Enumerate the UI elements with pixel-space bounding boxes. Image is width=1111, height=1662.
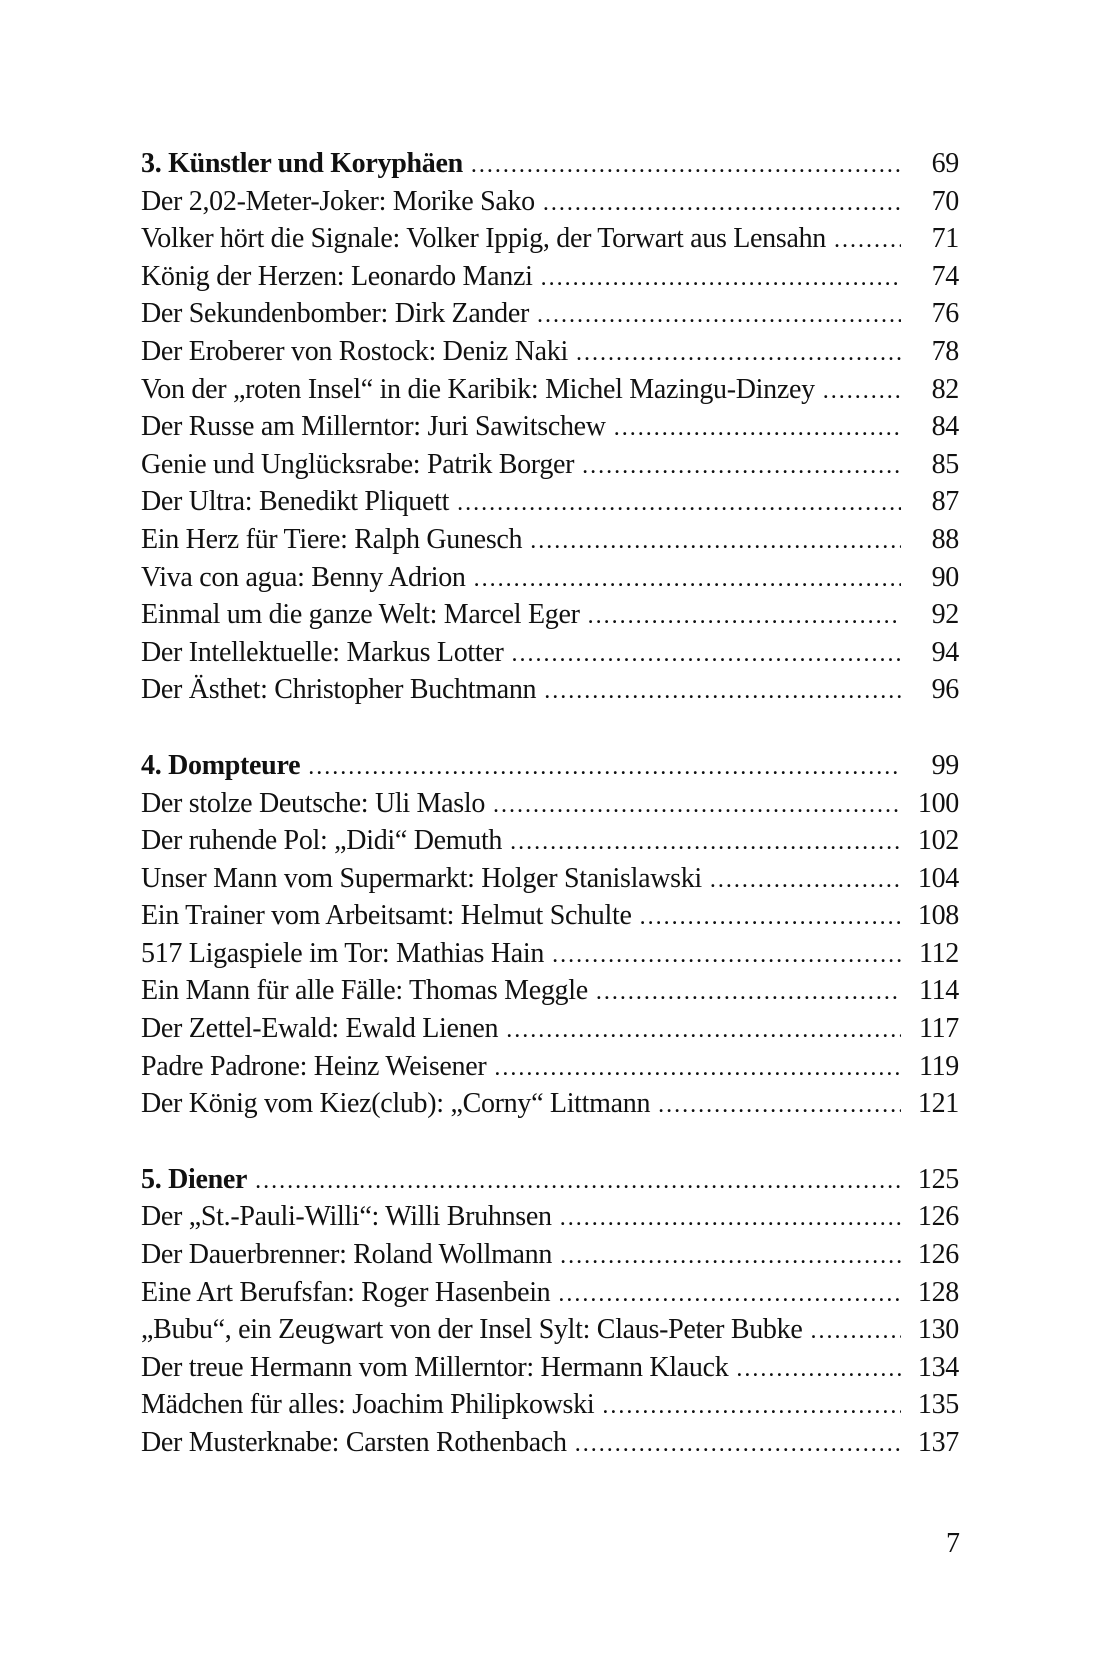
entry-page: 84 xyxy=(931,411,959,443)
toc-entry xyxy=(141,1424,959,1462)
entry-title: 517 Ligaspiele im Tor: Mathias Hain xyxy=(141,937,545,969)
dot-leader xyxy=(494,1050,901,1088)
toc-entry xyxy=(141,1048,959,1086)
entry-title: Ein Mann für alle Fälle: Thomas Meggle xyxy=(141,975,588,1007)
entry-page: 117 xyxy=(918,1013,959,1045)
dot-leader xyxy=(510,824,901,862)
toc-entry xyxy=(141,483,959,521)
entry-page: 71 xyxy=(931,223,959,255)
table-of-contents xyxy=(141,145,959,1462)
entry-page: 82 xyxy=(931,373,959,405)
entry-title: Der Ultra: Benedikt Pliquett xyxy=(141,486,450,518)
dot-leader xyxy=(543,185,901,223)
dot-leader xyxy=(640,899,901,937)
toc-entry xyxy=(141,822,959,860)
entry-title: Einmal um die ganze Welt: Marcel Eger xyxy=(141,599,580,631)
dot-leader xyxy=(255,1163,901,1201)
page-number: 7 xyxy=(946,1528,960,1559)
entry-title: König der Herzen: Leonardo Manzi xyxy=(141,260,533,292)
entry-title: Der „St.-Pauli-Willi“: Willi Bruhnsen xyxy=(141,1201,552,1233)
section-heading-page: 125 xyxy=(917,1163,959,1195)
entry-page: 126 xyxy=(917,1239,959,1271)
entry-title: Ein Trainer vom Arbeitsamt: Helmut Schulte xyxy=(141,900,632,932)
dot-leader xyxy=(537,297,901,335)
toc-entry xyxy=(141,446,959,484)
entry-page: 85 xyxy=(931,448,959,480)
entry-page: 112 xyxy=(918,937,959,969)
toc-entry xyxy=(141,1236,959,1274)
entry-title: Der Sekundenbomber: Dirk Zander xyxy=(141,298,530,330)
entry-title: Unser Mann vom Supermarkt: Holger Stanislawski xyxy=(141,862,702,894)
entry-page: 104 xyxy=(917,862,959,894)
toc-entry xyxy=(141,183,959,221)
dot-leader xyxy=(308,749,901,787)
entry-page: 78 xyxy=(931,335,959,367)
toc-entry xyxy=(141,860,959,898)
entry-title: Von der „roten Insel“ in die Karibik: Michel Mazingu-Dinzey xyxy=(141,373,815,405)
dot-leader xyxy=(575,1426,901,1464)
dot-leader xyxy=(602,1388,901,1426)
toc-entry xyxy=(141,258,959,296)
toc-entry xyxy=(141,935,959,973)
dot-leader xyxy=(576,335,901,373)
entry-page: 102 xyxy=(917,825,959,857)
section-heading xyxy=(141,145,959,183)
entry-title: Der Ästhet: Christopher Buchtmann xyxy=(141,674,537,706)
entry-page: 70 xyxy=(931,185,959,217)
entry-page: 119 xyxy=(918,1050,959,1082)
toc-entry xyxy=(141,1274,959,1312)
dot-leader xyxy=(823,373,901,411)
entry-title: Der König vom Kiez(club): „Corny“ Littmann xyxy=(141,1088,651,1120)
entry-page: 130 xyxy=(917,1314,959,1346)
entry-title: Der Dauerbrenner: Roland Wollmann xyxy=(141,1239,553,1271)
entry-title: Viva con agua: Benny Adrion xyxy=(141,561,466,593)
dot-leader xyxy=(658,1087,901,1125)
toc-entry xyxy=(141,521,959,559)
toc-section xyxy=(141,1161,959,1462)
toc-entry xyxy=(141,1349,959,1387)
toc-entry xyxy=(141,972,959,1010)
entry-title: Der 2,02-Meter-Joker: Morike Sako xyxy=(141,185,535,217)
entry-title: Der Eroberer von Rostock: Deniz Naki xyxy=(141,335,568,367)
entry-page: 92 xyxy=(931,599,959,631)
dot-leader xyxy=(834,222,901,260)
entry-title: Der ruhende Pol: „Didi“ Demuth xyxy=(141,825,503,857)
toc-entry xyxy=(141,1085,959,1123)
section-heading-title: 4. Dompteure xyxy=(141,749,301,781)
toc-entry xyxy=(141,897,959,935)
dot-leader xyxy=(614,410,901,448)
entry-title: Der treue Hermann vom Millerntor: Hermann Klauck xyxy=(141,1351,729,1383)
entry-page: 88 xyxy=(931,523,959,555)
entry-title: Volker hört die Signale: Volker Ippig, der Torwart aus Lensahn xyxy=(141,223,827,255)
dot-leader xyxy=(810,1313,901,1351)
entry-title: Genie und Unglücksrabe: Patrik Borger xyxy=(141,448,575,480)
dot-leader xyxy=(471,147,901,185)
toc-entry xyxy=(141,1311,959,1349)
dot-leader xyxy=(512,636,901,674)
entry-page: 96 xyxy=(931,674,959,706)
dot-leader xyxy=(474,561,901,599)
dot-leader xyxy=(506,1012,901,1050)
entry-page: 76 xyxy=(931,298,959,330)
entry-title: Der Musterknabe: Carsten Rothenbach xyxy=(141,1427,567,1458)
toc-entry xyxy=(141,1386,959,1424)
entry-title: Der Russe am Millerntor: Juri Sawitschew xyxy=(141,411,606,443)
entry-page: 121 xyxy=(917,1088,959,1120)
dot-leader xyxy=(457,485,901,523)
toc-entry xyxy=(141,371,959,409)
dot-leader xyxy=(493,787,901,825)
toc-entry xyxy=(141,1010,959,1048)
toc-section xyxy=(141,747,959,1123)
dot-leader xyxy=(530,523,901,561)
entry-title: Der Intellektuelle: Markus Lotter xyxy=(141,636,504,668)
toc-entry xyxy=(141,785,959,823)
section-heading-page: 99 xyxy=(931,749,959,781)
entry-title: Padre Padrone: Heinz Weisener xyxy=(141,1050,487,1082)
dot-leader xyxy=(588,598,901,636)
entry-title: Der Zettel-Ewald: Ewald Lienen xyxy=(141,1013,499,1045)
section-heading xyxy=(141,747,959,785)
toc-entry xyxy=(141,671,959,709)
entry-page: 134 xyxy=(917,1351,959,1383)
dot-leader xyxy=(552,937,901,975)
entry-title: Eine Art Berufsfan: Roger Hasenbein xyxy=(141,1276,551,1308)
toc-entry xyxy=(141,596,959,634)
section-heading-title: 3. Künstler und Koryphäen xyxy=(141,148,463,179)
dot-leader xyxy=(710,862,901,900)
entry-page: 137 xyxy=(917,1427,959,1458)
toc-entry xyxy=(141,1198,959,1236)
dot-leader xyxy=(736,1351,901,1389)
dot-leader xyxy=(544,673,901,711)
entry-page: 128 xyxy=(917,1276,959,1308)
toc-section xyxy=(141,145,959,709)
entry-page: 74 xyxy=(931,260,959,292)
dot-leader xyxy=(558,1276,901,1314)
dot-leader xyxy=(560,1200,901,1238)
entry-page: 114 xyxy=(918,975,959,1007)
entry-page: 87 xyxy=(931,486,959,518)
dot-leader xyxy=(560,1238,901,1276)
toc-entry xyxy=(141,559,959,597)
entry-title: Ein Herz für Tiere: Ralph Gunesch xyxy=(141,523,523,555)
toc-entry xyxy=(141,634,959,672)
toc-entry xyxy=(141,333,959,371)
dot-leader xyxy=(582,448,901,486)
toc-entry xyxy=(141,295,959,333)
entry-page: 135 xyxy=(917,1389,959,1421)
entry-page: 90 xyxy=(931,561,959,593)
section-heading-page: 69 xyxy=(931,148,959,179)
section-heading xyxy=(141,1161,959,1199)
entry-title: Der stolze Deutsche: Uli Maslo xyxy=(141,787,486,819)
entry-title: „Bubu“, ein Zeugwart von der Insel Sylt: Claus-Peter Bubke xyxy=(141,1314,803,1346)
dot-leader xyxy=(596,974,901,1012)
entry-page: 100 xyxy=(917,787,959,819)
entry-page: 94 xyxy=(931,636,959,668)
dot-leader xyxy=(541,260,901,298)
section-heading-title: 5. Diener xyxy=(141,1163,248,1195)
toc-entry xyxy=(141,220,959,258)
toc-entry xyxy=(141,408,959,446)
entry-page: 108 xyxy=(917,900,959,932)
entry-title: Mädchen für alles: Joachim Philipkowski xyxy=(141,1389,595,1421)
entry-page: 126 xyxy=(917,1201,959,1233)
